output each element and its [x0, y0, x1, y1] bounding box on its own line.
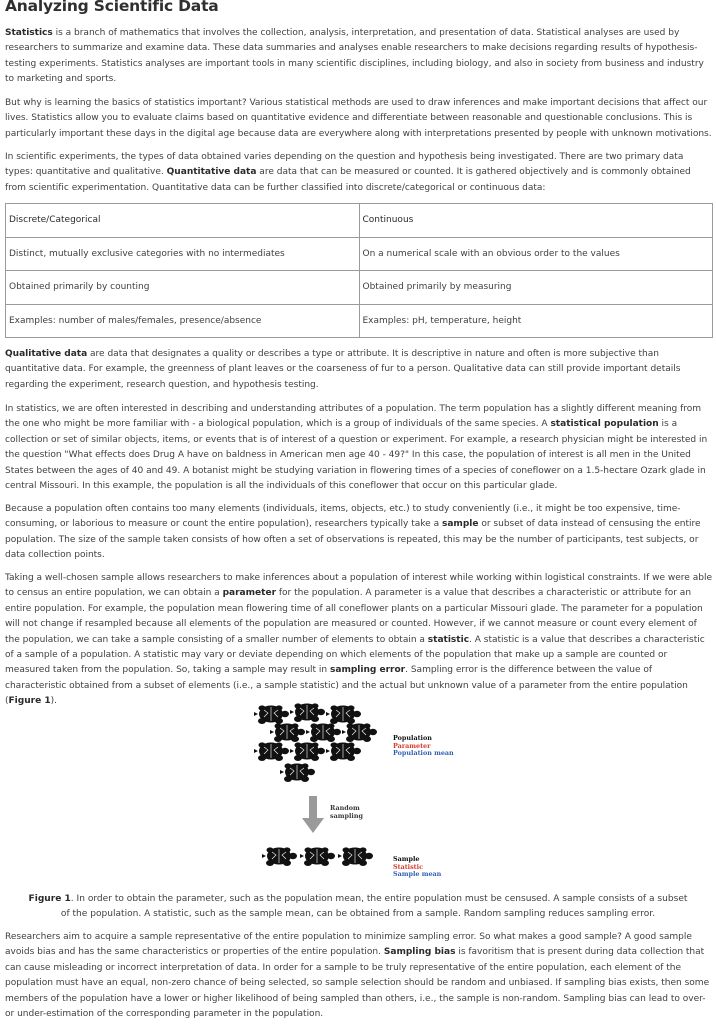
term-sample: sample — [441, 519, 479, 530]
paragraph-text: In scientific experiments, the types of data obtained varies depending on the question and hypothesis being investigated. There are two primary data types: quantitative and qualitative. — [5, 152, 684, 178]
paragraph-text: In statistics, we are often interested in describing and understanding attributes of a population. The term population has a slightly different meaning from the one who might be more familiar with - a biological population, which is a group of individuals of the same species. A — [5, 404, 702, 430]
paragraph-text: ). — [50, 696, 57, 707]
random-sampling-label-line: Random — [330, 804, 360, 812]
paragraph-statistics — [5, 26, 713, 88]
turtle-icon — [290, 741, 326, 763]
population-mean-label: Population mean — [393, 749, 454, 758]
paragraph-sample — [5, 502, 713, 564]
table-row — [6, 304, 713, 338]
paragraph-text: is a collection or set of similar objects, items, or events that is of interest of a question or experiment. For example, a research physician might be interested in the question "What effects does Drug A have on baldness in American men age 40 - 49?" In this case, the population of interest is all men in the United States between the ages of 40 and 49. A botanist might be studying variation in flowering times of a species of coneflower on a 1.5-hectare Ozark glade in central Missouri. In this example, the population is all the individuals of this coneflower that occur on this particular glade. — [5, 419, 708, 492]
table-header-row — [6, 204, 713, 238]
caption-text: . In order to obtain the parameter, such as the population mean, the entire population must be censused. A sample consists of a subset of the population. A statistic, such as the sample mean, can be obtained from a sample. Random sampling reduces sampling error. — [60, 894, 688, 920]
paragraph-text: Researchers aim to acquire a sample representative of the entire population to minimize sampling error. So what makes a good sample? A good sample avoids bias and has the same characteristics or properties of the entire population. — [5, 932, 692, 958]
sample-mean-label: Sample mean — [393, 870, 442, 879]
paragraph-text: for the population. A parameter is a value that describes a characteristic or attribute for an entire population. For example, the population mean flowering time of all coneflower plants on a particular Missouri glade. The parameter for a population will not change if resampled because all elements of the population are measured or counted. However, if we cannot measure or count every element of the population, we can take a sample consisting of a smaller number of elements to obtain a — [5, 588, 703, 645]
term-statistics: Statistics — [5, 28, 53, 38]
turtle-icon — [300, 846, 336, 868]
turtle-icon — [280, 762, 316, 784]
table-row — [6, 271, 713, 305]
paragraph-text: or subset of data instead of censusing the entire population. The size of the sample taken consists of how often a set of observations is repeated, this may be the number of participants, test subjects, or data collection points. — [5, 519, 701, 561]
population-label: Population — [393, 734, 432, 742]
table-header-continuous: Continuous — [359, 204, 713, 238]
figure-caption — [28, 892, 688, 923]
statistic-label: Statistic — [393, 862, 423, 871]
paragraph-data-types — [5, 150, 713, 196]
paragraph-qualitative — [5, 347, 713, 393]
sample-label: Sample — [393, 855, 420, 863]
paragraph-text: Taking a well-chosen sample allows researchers to make inferences about a population of interest while working within logistical constraints. If we were able to census an entire population, we can obtain a — [5, 573, 712, 599]
table-cell: On a numerical scale with an obvious order to the values — [359, 237, 713, 271]
paragraph-text: . Sampling error is the difference between the value of characteristic obtained from a subset of elements (i.e., a sample statistic) and the actual but unknown value of a parameter from the entire population ( — [5, 665, 688, 707]
random-sampling-label — [330, 805, 363, 820]
paragraph-text: are data that designates a quality or describes a type or attribute. It is descriptive in nature and often is more subjective than quantitative data. For example, the greenness of plant leaves or the coarseness of fur to a person. Qualitative data can still provide important details regarding the experiment, research question, and hypothesis testing. — [5, 349, 681, 390]
table-header-discrete: Discrete/Categorical — [6, 204, 360, 238]
data-types-table — [5, 203, 713, 338]
table-cell: Examples: number of males/females, presence/absence — [6, 304, 360, 338]
page-title: Analyzing Scientific Data — [5, 0, 219, 15]
paragraph-why-statistics: But why is learning the basics of statistics important? Various statistical methods are used to draw inferences and make important decisions that affect our lives. Statistics allow you to evaluate claims based on quantitative evidence and differentiate between reasonable and questionable conclusions. This is particularly important these days in the digital age because data are everywhere along with interpretations presented by people with unknown motivations. — [5, 98, 712, 139]
turtle-icon — [338, 846, 374, 868]
paragraph-text: is a branch of mathematics that involves the collection, analysis, interpretation, and presentation of data. Statistical analyses are used by researchers to summarize and examine data. These data summaries and analyses enable researchers to make decisions regarding results of hypothesis-testing experiments. Statistics analyses are important tools in many scientific disciplines, including biology, and also in society from business and industry to marketing and sports. — [5, 28, 704, 85]
paragraph-parameter-statistic — [5, 571, 713, 710]
term-sampling-error: sampling error — [330, 665, 406, 676]
term-parameter: parameter — [222, 588, 277, 599]
random-sampling-label-line: sampling — [330, 811, 363, 820]
down-arrow-icon — [301, 796, 325, 834]
paragraph-sampling-bias — [5, 930, 713, 1022]
sample-label-group — [393, 856, 441, 879]
term-statistical-population: statistical population — [550, 419, 659, 430]
table-cell: Obtained primarily by counting — [6, 271, 360, 305]
figure-sampling-diagram — [250, 700, 480, 890]
paragraph-population — [5, 402, 713, 494]
table-cell: Distinct, mutually exclusive categories with no intermediates — [6, 237, 360, 271]
turtle-icon — [254, 741, 290, 763]
term-quantitative-data: Quantitative data — [166, 167, 257, 178]
term-statistic: statistic — [427, 634, 470, 645]
caption-label: Figure 1 — [28, 894, 71, 904]
turtle-icon — [262, 846, 298, 868]
paragraph-text: . A statistic is a value that describes a characteristic of a sample of a population. A statistic may vary or deviate depending on which elements of the population that make up a sample are counted or measured taken from the population. So, taking a sample may result in — [5, 634, 705, 676]
paragraph-text: Because a population often contains too many elements (individuals, items, objects, etc.) to study conveniently (i.e., it might be too expensive, time-consuming, or laborious to measure or count the entire population), researchers typically take a — [5, 504, 681, 530]
figure-reference: Figure 1 — [8, 696, 51, 707]
table-cell: Examples: pH, temperature, height — [359, 304, 713, 338]
population-label-group — [393, 735, 454, 758]
paragraph-text: is favoritism that is present during data collection that can cause misleading or incorrect interpretation of data. In order for a sample to be truly representative of the entire population, each element of the population must have an equal, non-zero chance of being selected, so sample selection should be random and unbiased. If sampling bias exists, then some members of the population have a lower or higher likelihood of being sampled than others, i.e., the sample is non-random. Sampling bias can lead to over- or under-estimation of the corresponding parameter in the population. — [5, 947, 710, 1020]
parameter-label: Parameter — [393, 741, 431, 750]
table-cell: Obtained primarily by measuring — [359, 271, 713, 305]
table-row — [6, 237, 713, 271]
turtle-icon — [326, 741, 362, 763]
turtle-icon — [290, 702, 326, 724]
term-sampling-bias: Sampling bias — [383, 947, 456, 958]
paragraph-text: are data that can be measured or counted. It is gathered objectively and is commonly obtained from scientific experimentation. Quantitative data can be further classified into discrete/categorical or continuous data: — [5, 167, 691, 193]
term-qualitative-data: Qualitative data — [5, 349, 88, 359]
